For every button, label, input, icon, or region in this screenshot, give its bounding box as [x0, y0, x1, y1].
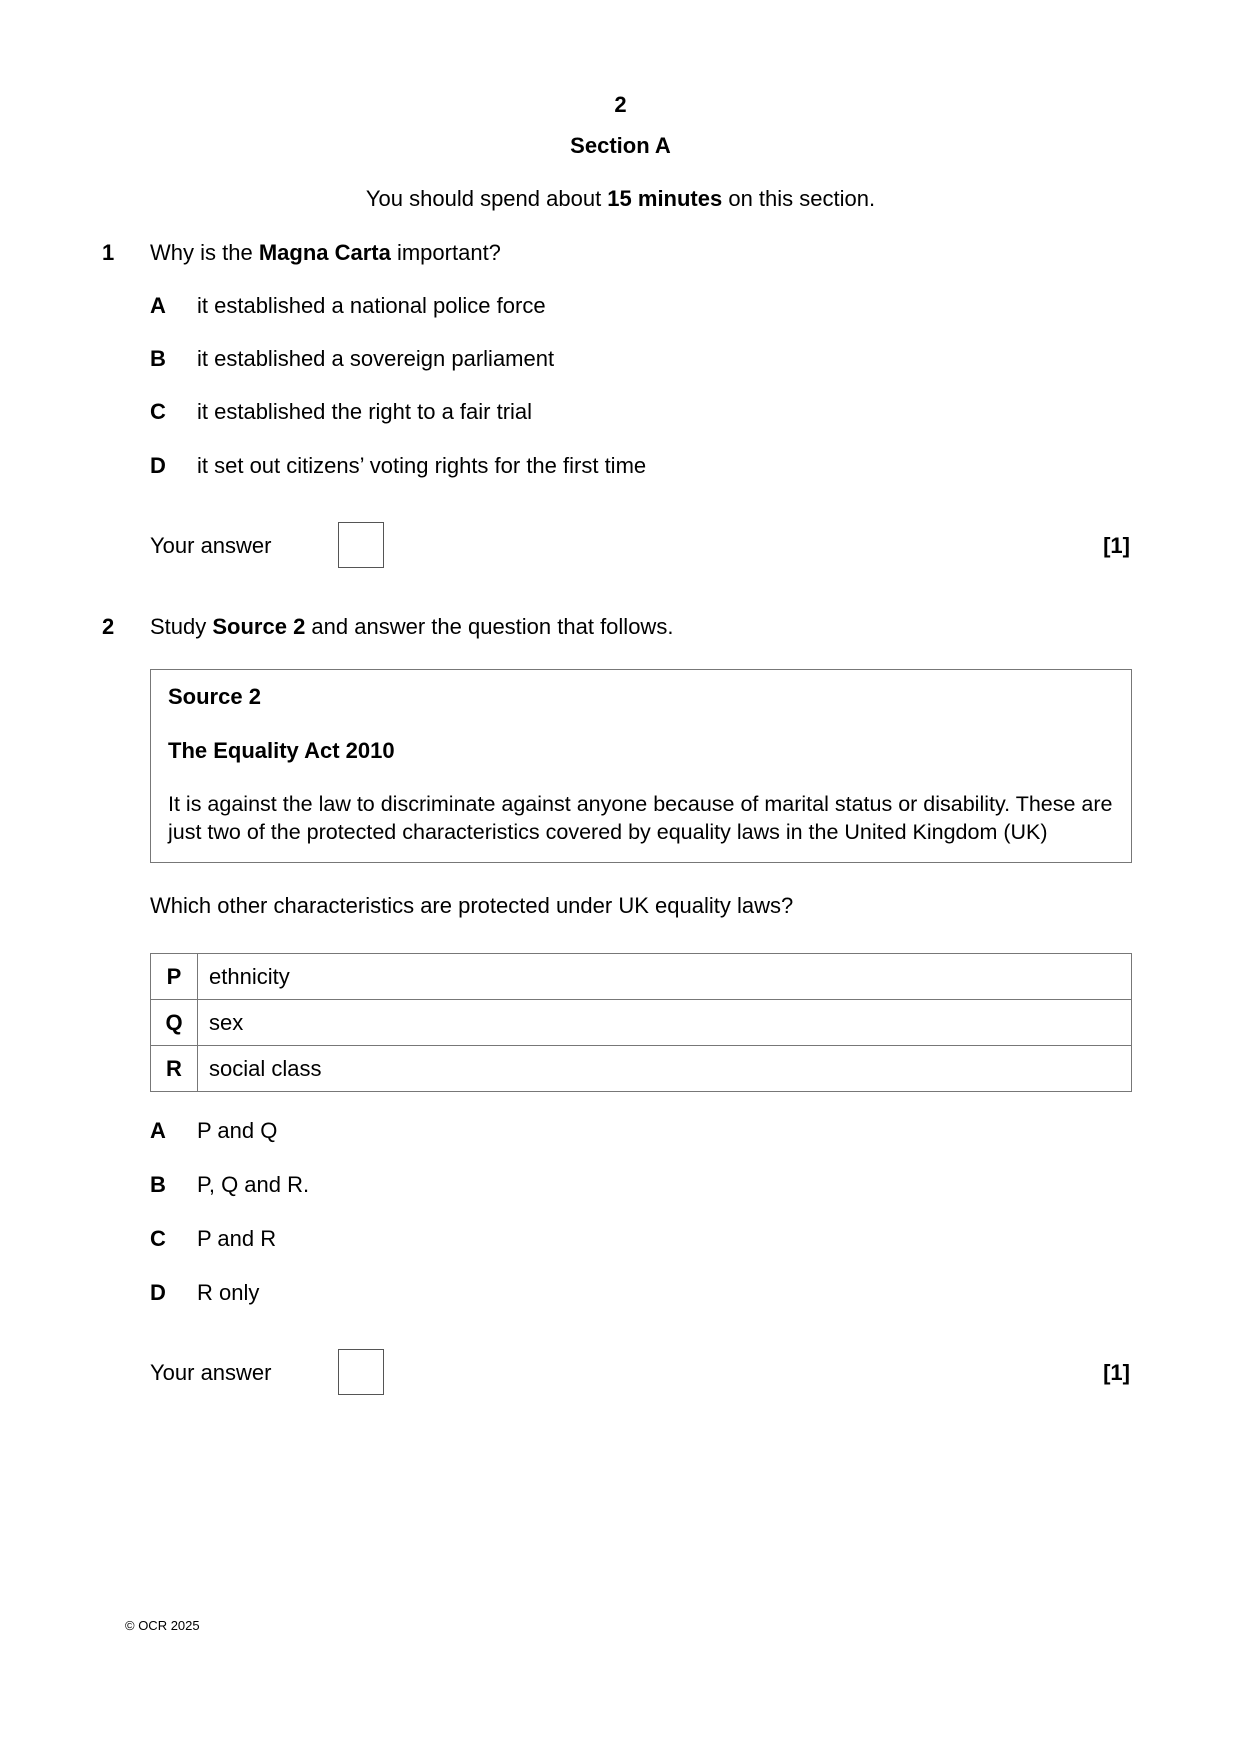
q2-option-c-letter: C: [150, 1226, 166, 1251]
question-2-text: [150, 614, 673, 640]
q2-marks: [1]: [1103, 1360, 1130, 1385]
q2-sub-question: Which other characteristics are protected under UK equality laws?: [150, 893, 794, 918]
page-number: 2: [614, 92, 627, 117]
question-1-number: 1: [102, 240, 115, 265]
question-1-text: [150, 240, 501, 266]
q1-option-d-letter: D: [150, 453, 166, 478]
characteristic-p-letter: P: [151, 954, 198, 1000]
table-row: [151, 954, 1132, 1000]
q1-option-d-text: it set out citizens’ voting rights for the first time: [197, 453, 647, 478]
q1-option-b-text: it established a sovereign parliament: [197, 346, 555, 371]
q2-answer-box[interactable]: [338, 1349, 384, 1395]
characteristic-p-text: ethnicity: [198, 954, 1132, 1000]
q2-option-b-letter: B: [150, 1172, 166, 1197]
instructions-text-end: on this section.: [722, 186, 876, 211]
table-row: [151, 1000, 1132, 1046]
source-title: The Equality Act 2010: [168, 738, 395, 763]
instructions-time: 15 minutes: [607, 186, 723, 211]
q2-option-a-letter: A: [150, 1118, 166, 1143]
q2-option-a-text: P and Q: [197, 1118, 278, 1143]
q1-option-b-letter: B: [150, 346, 166, 371]
q1-answer-label: Your answer: [150, 533, 272, 558]
q1-marks: [1]: [1103, 533, 1130, 558]
q1-option-c-letter: C: [150, 399, 166, 424]
q1-answer-box[interactable]: [338, 522, 384, 568]
q1-option-a-text: it established a national police force: [197, 293, 546, 318]
source-label: Source 2: [168, 684, 261, 709]
section-instructions: [0, 186, 1241, 212]
table-row: [151, 1046, 1132, 1092]
characteristic-q-letter: Q: [151, 1000, 198, 1046]
question-1-text-bold: Magna Carta: [258, 240, 391, 265]
characteristics-table: [150, 953, 1132, 1092]
characteristic-r-text: social class: [198, 1046, 1132, 1092]
copyright-footer: © OCR 2025: [125, 1618, 200, 1633]
q2-answer-label: Your answer: [150, 1360, 272, 1385]
question-2-text-bold: Source 2: [212, 614, 306, 639]
characteristic-r-letter: R: [151, 1046, 198, 1092]
question-1-text-start: Why is the: [150, 240, 259, 265]
question-2-text-end: and answer the question that follows.: [305, 614, 674, 639]
question-1-text-end: important?: [390, 240, 501, 265]
q2-option-d-text: R only: [197, 1280, 260, 1305]
instructions-text-start: You should spend about: [365, 186, 608, 211]
section-title: Section A: [570, 133, 671, 158]
q1-option-a-letter: A: [150, 293, 166, 318]
q2-option-d-letter: D: [150, 1280, 166, 1305]
source-body: It is against the law to discriminate against anyone because of marital status or disability. These are just two of the protected characteristics covered by equality laws in the United Kingdom (UK): [168, 792, 1113, 844]
q1-option-c-text: it established the right to a fair trial: [197, 399, 533, 424]
question-2-number: 2: [102, 614, 115, 639]
characteristic-q-text: sex: [198, 1000, 1132, 1046]
question-2-text-start: Study: [150, 614, 213, 639]
q2-option-b-text: P, Q and R.: [197, 1172, 310, 1197]
q2-option-c-text: P and R: [197, 1226, 277, 1251]
